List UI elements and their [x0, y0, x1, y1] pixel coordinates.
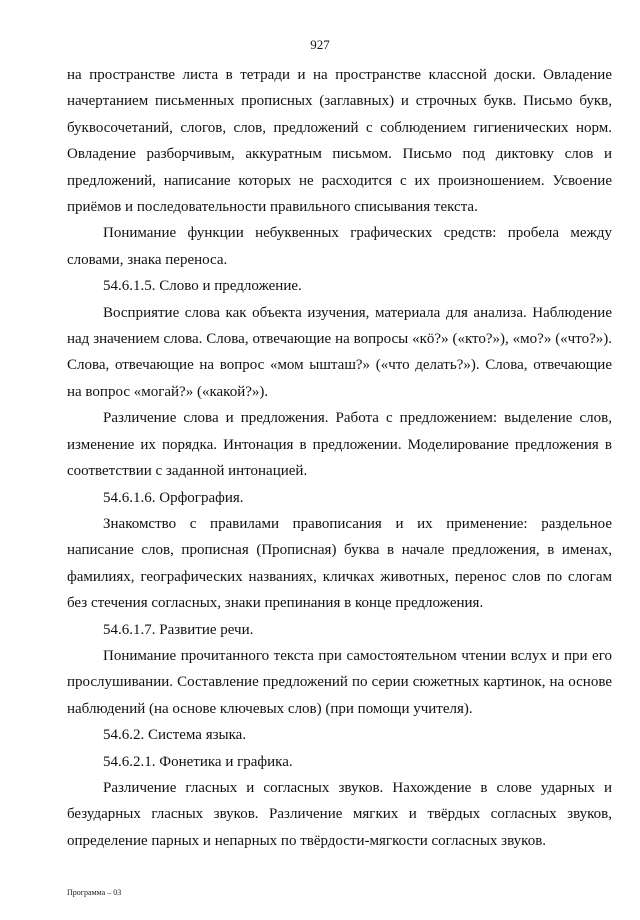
- paragraph: Различение слова и предложения. Работа с предложением: выделение слов, изменение их порядка. Интонация в предложении. Моделирование предложения в соответствии с заданной интонацией.: [67, 410, 612, 480]
- section-heading: 54.6.1.7. Развитие речи.: [103, 621, 254, 638]
- paragraph: Понимание функции небуквенных графических средств: пробела между словами, знака переноса.: [67, 225, 612, 268]
- paragraph: Понимание прочитанного текста при самостоятельном чтении вслух и при его прослушивании. Составление предложений по серии сюжетных картинок, на основе наблюдений (на основе ключевых слов) (при помощи учителя).: [67, 647, 612, 717]
- section-heading: 54.6.1.6. Орфография.: [103, 489, 244, 506]
- paragraph: Знакомство с правилами правописания и их применение: раздельное написание слов, прописная (Прописная) буква в начале предложения, в именах, фамилиях, географических названиях, кличках животных, перенос слов по слогам без стечения согласных, знаки препинания в конце предложения.: [67, 515, 612, 612]
- page-number: 927: [310, 37, 330, 52]
- section-heading: 54.6.1.5. Слово и предложение.: [103, 278, 302, 295]
- paragraph: Различение гласных и согласных звуков. Нахождение в слове ударных и безударных гласных звуков. Различение мягких и твёрдых согласных звуков, определение парных и непарных по твёрдости-мягкости согласных звуков.: [67, 779, 612, 849]
- paragraph: Восприятие слова как объекта изучения, материала для анализа. Наблюдение над значением слова. Слова, отвечающие на вопросы «кӧ?» («кто?»), «мо?» («что?»). Слова, отвечающие на вопрос «мом ышташ?» («что делать?»). Слова, отвечающие на вопрос «могай?» («какой?»).: [67, 304, 612, 400]
- body-text: [67, 62, 612, 854]
- paragraph-continuation: на пространстве листа в тетради и на пространстве классной доски. Овладение начертанием письменных прописных (заглавных) и строчных букв. Письмо букв, буквосочетаний, слогов, слов, предложений с соблюдением гигиенических норм. Овладение разборчивым, аккуратным письмом. Письмо под диктовку слов и предложений, написание которых не расходится с их произношением. Усвоение приёмов и последовательности правильного списывания текста.: [67, 67, 612, 216]
- section-heading: 54.6.2. Система языка.: [103, 727, 247, 744]
- footer-label: Программа – 03: [67, 888, 122, 897]
- section-heading: 54.6.2.1. Фонетика и графика.: [103, 753, 293, 770]
